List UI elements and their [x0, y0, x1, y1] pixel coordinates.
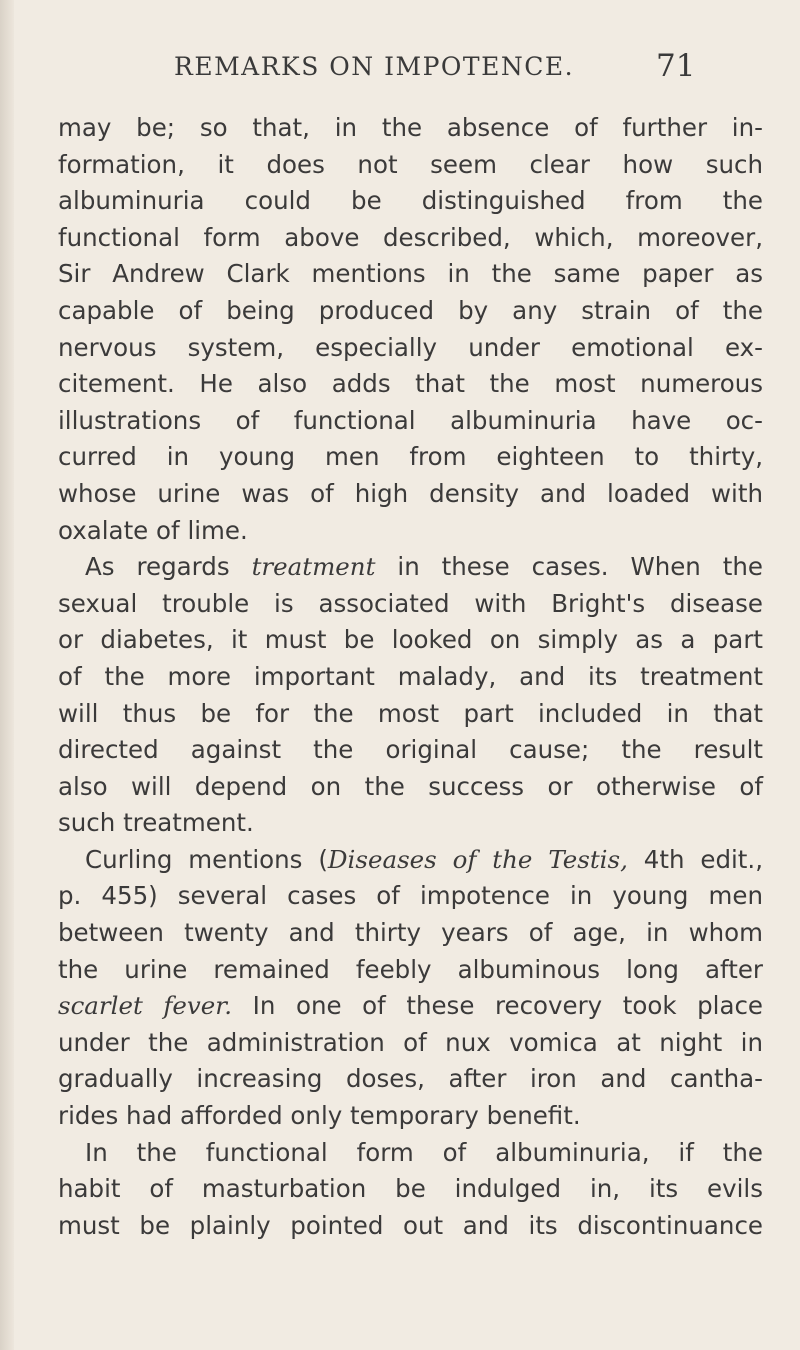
text-line [58, 988, 763, 1025]
page-number: 71 [656, 48, 696, 84]
text-line: gradually increasing doses, after iron and cantha- [58, 1064, 763, 1094]
page-header [0, 48, 800, 96]
text-line: may be; so that, in the absence of further in- [58, 113, 763, 142]
text-line: capable of being produced by any strain of the [58, 295, 763, 325]
italic-text: scarlet fever. [58, 991, 233, 1021]
text-run: In one of these recovery took place [232, 991, 764, 1021]
page-edge-shadow [0, 0, 14, 1350]
text-line: or diabetes, it must be looked on simply as a part [58, 625, 763, 655]
text-line: also will depend on the success or otherwise of [58, 771, 763, 801]
text-line: citement. He also adds that the most numerous [58, 369, 763, 399]
text-line: rides had afforded only temporary benefit. [58, 1101, 581, 1131]
text-line: sexual trouble is associated with Bright's disease [58, 588, 763, 618]
text-run: Curling mentions ( [85, 844, 328, 874]
running-title: REMARKS ON IMPOTENCE. [174, 52, 575, 81]
text-run: As regards [85, 552, 252, 582]
text-run: 4th edit., [627, 844, 763, 874]
body-text [58, 110, 763, 1244]
text-line [58, 842, 763, 879]
text-line: nervous system, especially under emotional ex- [58, 332, 763, 362]
text-line: oxalate of lime. [58, 515, 248, 545]
text-line [58, 549, 763, 586]
text-line: functional form above described, which, moreover, [58, 222, 763, 252]
text-line: p. 455) several cases of impotence in young men [58, 881, 763, 911]
italic-text: Diseases of the Testis, [327, 844, 628, 874]
text-line: directed against the original cause; the result [58, 735, 763, 765]
text-line: must be plainly pointed out and its discontinuance [58, 1210, 763, 1240]
text-line: whose urine was of high density and loaded with [58, 478, 763, 508]
text-line: albuminuria could be distinguished from the [58, 186, 763, 216]
text-line: between twenty and thirty years of age, in whom [58, 918, 763, 948]
text-line: of the more important malady, and its treatment [58, 661, 763, 691]
text-line: the urine remained feebly albuminous long after [58, 954, 763, 984]
text-line: habit of masturbation be indulged in, its evils [58, 1174, 763, 1204]
text-line: will thus be for the most part included in that [58, 698, 763, 728]
text-line: illustrations of functional albuminuria have oc- [58, 405, 763, 435]
text-line: under the administration of nux vomica at night in [58, 1027, 763, 1057]
text-line: In the functional form of albuminuria, if the [85, 1137, 763, 1167]
text-line: curred in young men from eighteen to thirty, [58, 442, 763, 472]
text-run: in these cases. When the [375, 552, 763, 582]
text-line: such treatment. [58, 808, 254, 838]
text-line: Sir Andrew Clark mentions in the same paper as [58, 259, 763, 289]
text-line: formation, it does not seem clear how such [58, 149, 763, 179]
italic-text: treatment [251, 552, 376, 582]
